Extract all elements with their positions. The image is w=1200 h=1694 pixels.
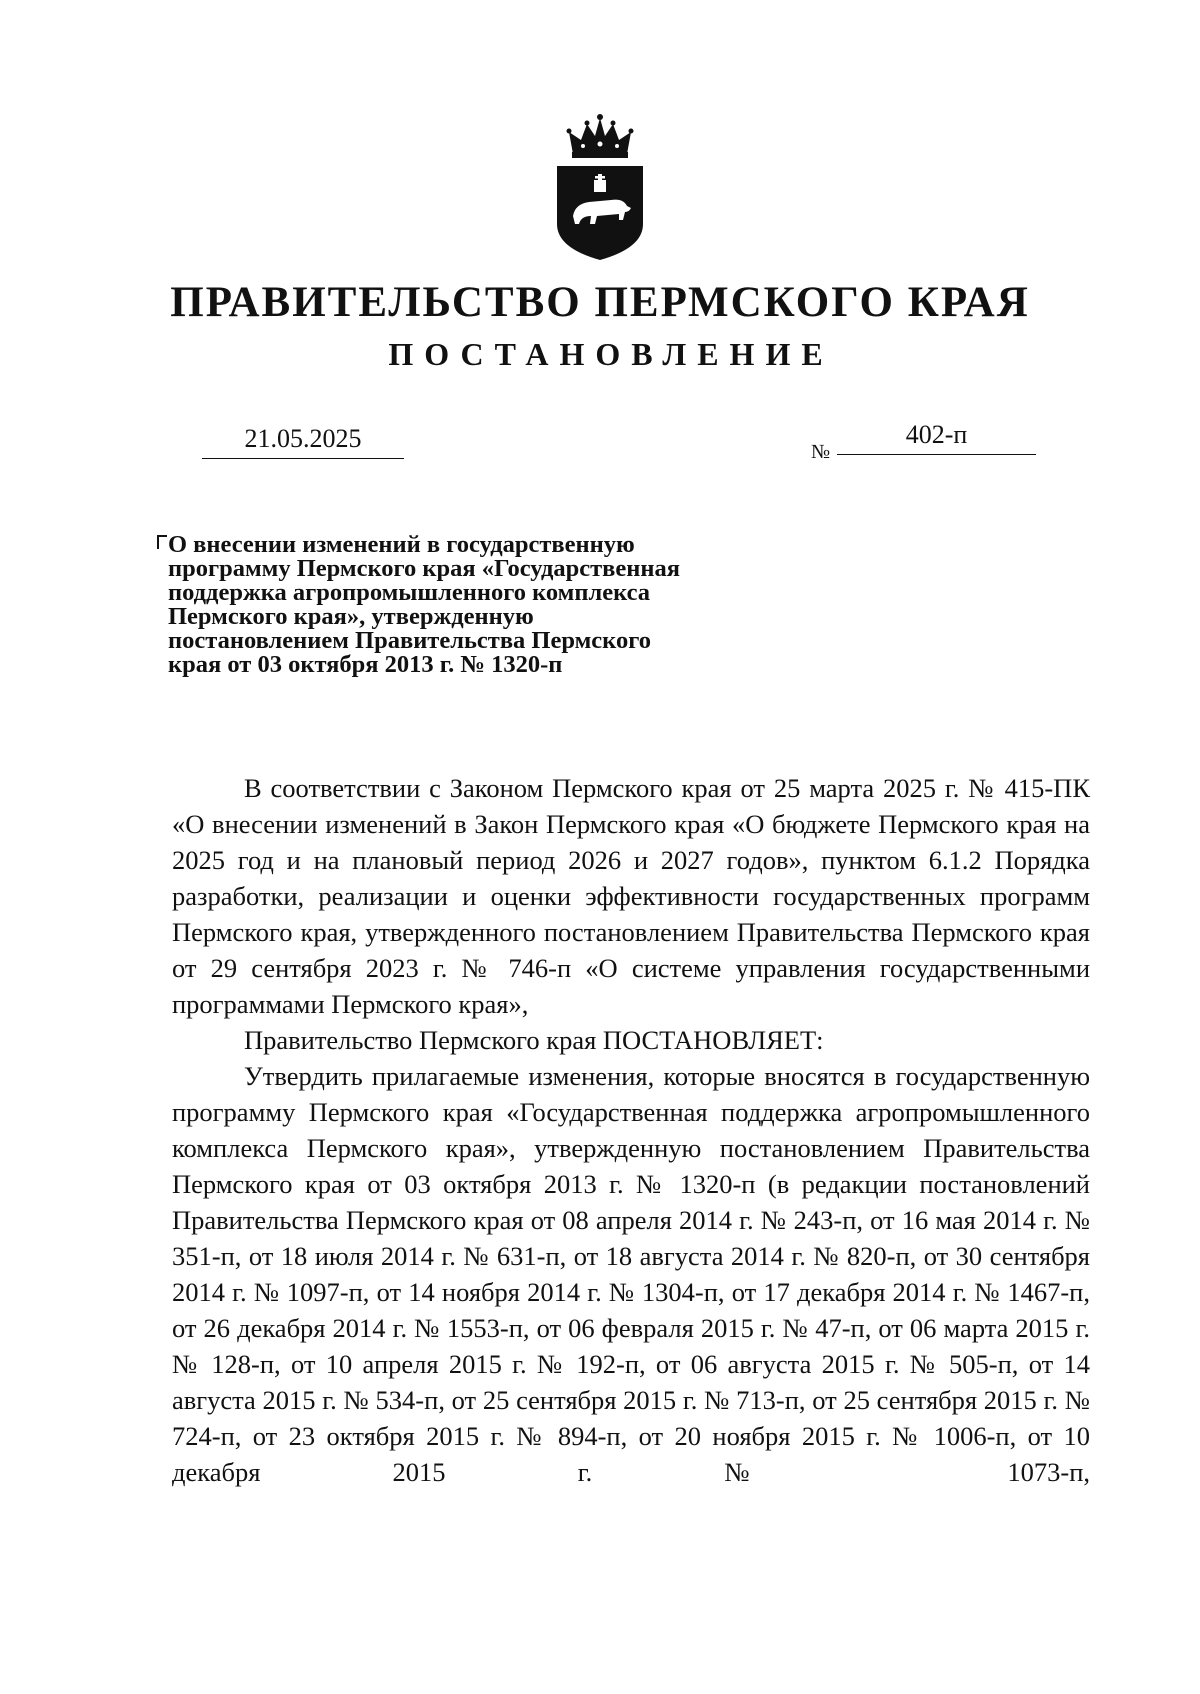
resolution-paragraph: Правительство Пермского края ПОСТАНОВЛЯЕТ: bbox=[244, 1025, 824, 1055]
preamble-paragraph: В соответствии с Законом Пермского края от 25 марта 2025 г. № 415-ПК «О внесении изменений в Закон Пермского края «О бюджете Пермского края на 2025 год и на плановый период 2026 и 2027 годов», пунктом 6.1.2 Порядка разработки, реализации и оценки эффективности государственных программ Пермского края, утвержденного постановлением Правительства Пермского края от 29 сентября 2023 г. № 746-п «О системе управления государственными программами Пермского края», bbox=[172, 773, 1090, 1019]
document-number: 402-п bbox=[837, 416, 1036, 455]
document-body bbox=[172, 770, 1090, 1490]
approval-paragraph: Утвердить прилагаемые изменения, которые вносятся в государственную программу Пермского края «Государственная поддержка агропромышленного комплекса Пермского края», утвержденную постановлением Правительства Пермского края от 03 октября 2013 г. № 1320-п (в редакции постановлений Правительства Пермского края от 08 апреля 2014 г. № 243-п, от 16 мая 2014 г. № 351-п, от 18 июля 2014 г. № 631-п, от 18 августа 2014 г. № 820-п, от 30 сентября 2014 г. № 1097-п, от 14 ноября 2014 г. № 1304-п, от 17 декабря 2014 г. № 1467-п, от 26 декабря 2014 г. № 1553-п, от 06 февраля 2015 г. № 47-п, от 06 марта 2015 г. № 128-п, от 10 апреля 2015 г. № 192-п, от 06 августа 2015 г. № 505-п, от 14 августа 2015 г. № 534-п, от 25 сентября 2015 г. № 713-п, от 25 сентября 2015 г. № 724-п, от 23 октября 2015 г. № 894-п, от 20 ноября 2015 г. № 1006-п, от 10 декабря 2015 г. № 1073-п, bbox=[172, 1061, 1090, 1487]
subject-corner-mark bbox=[157, 535, 167, 549]
number-sign: № bbox=[811, 441, 831, 463]
government-title: ПРАВИТЕЛЬСТВО ПЕРМСКОГО КРАЯ bbox=[170, 279, 1030, 326]
document-date: 21.05.2025 bbox=[202, 420, 404, 459]
document-type: ПОСТАНОВЛЕНИЕ bbox=[388, 336, 834, 372]
coat-of-arms-icon bbox=[553, 112, 647, 262]
document-subject: О внесении изменений в государственную программу Пермского края «Государственная поддержка агропромышленного комплекса Пермского края», утвержденную постановлением Правительства Пермского края от 03 октября 2013 г. № 1320-п bbox=[168, 531, 681, 678]
